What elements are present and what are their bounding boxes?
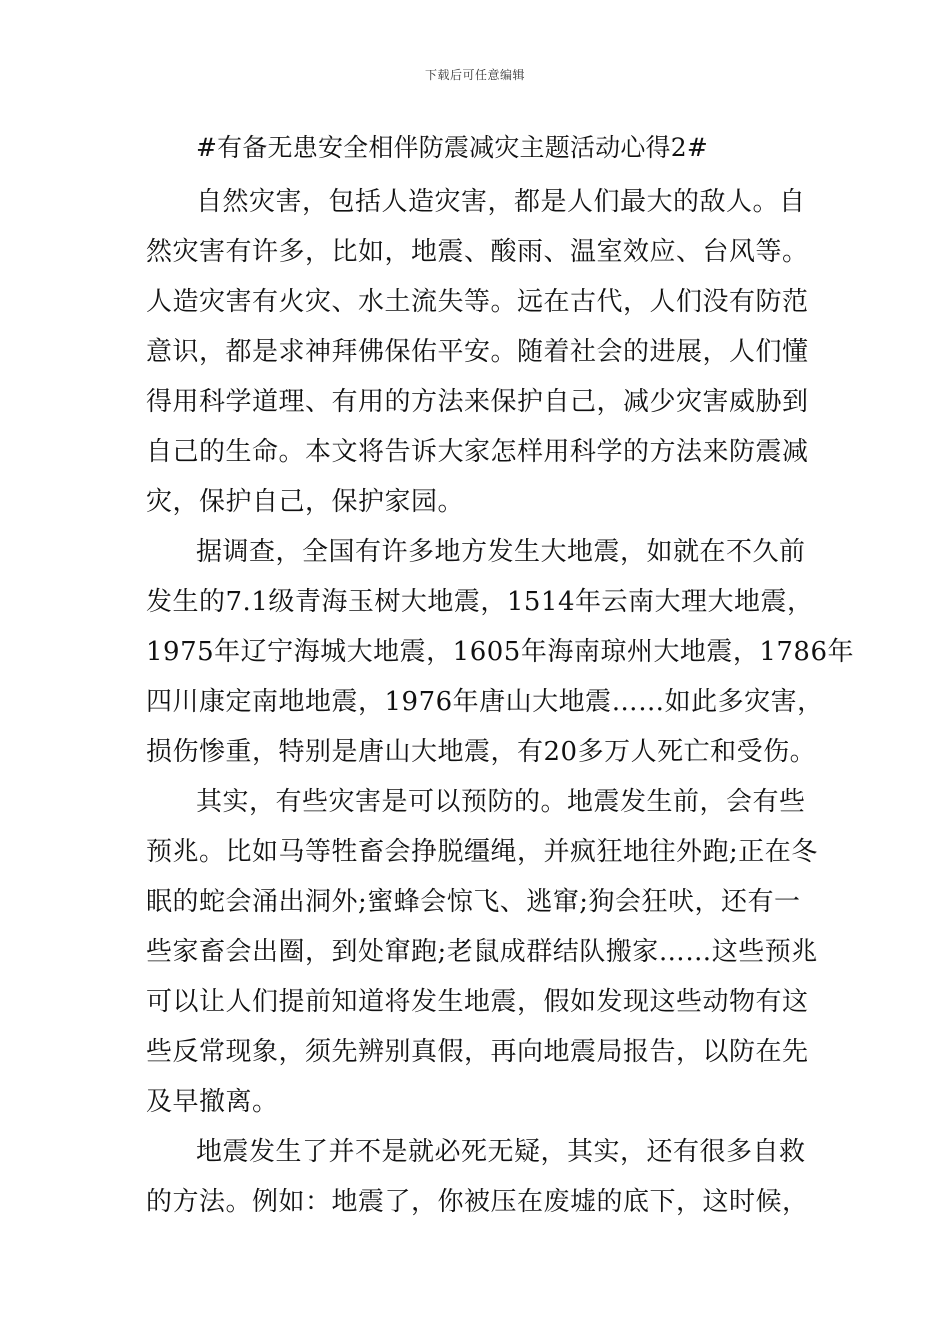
body-line: 些家畜会出圈，到处窜跑;老鼠成群结队搬家……这些预兆 xyxy=(146,937,818,967)
header-note: 下载后可任意编辑 xyxy=(424,68,525,82)
body-line: 自然灾害，包括人造灾害，都是人们最大的敌人。自 xyxy=(196,187,806,217)
document-title: #有备无患安全相伴防震减灾主题活动心得2# xyxy=(196,133,709,162)
body-line: 自己的生命。本文将告诉大家怎样用科学的方法来防震减 xyxy=(146,437,809,467)
body-line: 其实，有些灾害是可以预防的。地震发生前，会有些 xyxy=(196,787,806,817)
body-line: 的方法。例如：地震了，你被压在废墟的底下，这时候， xyxy=(146,1187,809,1217)
body-line: 发生的7.1级青海玉树大地震，1514年云南大理大地震， xyxy=(146,587,814,617)
body-line: 据调查，全国有许多地方发生大地震，如就在不久前 xyxy=(196,537,806,567)
body-line: 得用科学道理、有用的方法来保护自己，减少灾害威胁到 xyxy=(146,387,809,417)
body-line: 及早撤离。 xyxy=(146,1087,279,1117)
body-line: 可以让人们提前知道将发生地震，假如发现这些动物有这 xyxy=(146,987,809,1017)
body-line: 1975年辽宁海城大地震，1605年海南琼州大地震，1786年 xyxy=(146,637,855,667)
body-line: 损伤惨重，特别是唐山大地震，有20多万人死亡和受伤。 xyxy=(146,737,817,767)
body-line: 然灾害有许多，比如，地震、酸雨、温室效应、台风等。 xyxy=(146,237,809,267)
body-line: 灾，保护自己，保护家园。 xyxy=(146,487,465,517)
body-line: 预兆。比如马等牲畜会挣脱缰绳，并疯狂地往外跑;正在冬 xyxy=(146,837,818,867)
body-line: 眠的蛇会涌出洞外;蜜蜂会惊飞、逃窜;狗会狂吠，还有一 xyxy=(146,887,801,917)
body-line: 四川康定南地地震，1976年唐山大地震……如此多灾害， xyxy=(146,687,824,717)
body-line: 意识，都是求神拜佛保佑平安。随着社会的进展，人们懂 xyxy=(146,337,809,367)
body-line: 些反常现象，须先辨别真假，再向地震局报告，以防在先 xyxy=(146,1037,809,1067)
body-line: 人造灾害有火灾、水土流失等。远在古代，人们没有防范 xyxy=(146,287,809,317)
body-line: 地震发生了并不是就必死无疑，其实，还有很多自救 xyxy=(196,1137,806,1167)
